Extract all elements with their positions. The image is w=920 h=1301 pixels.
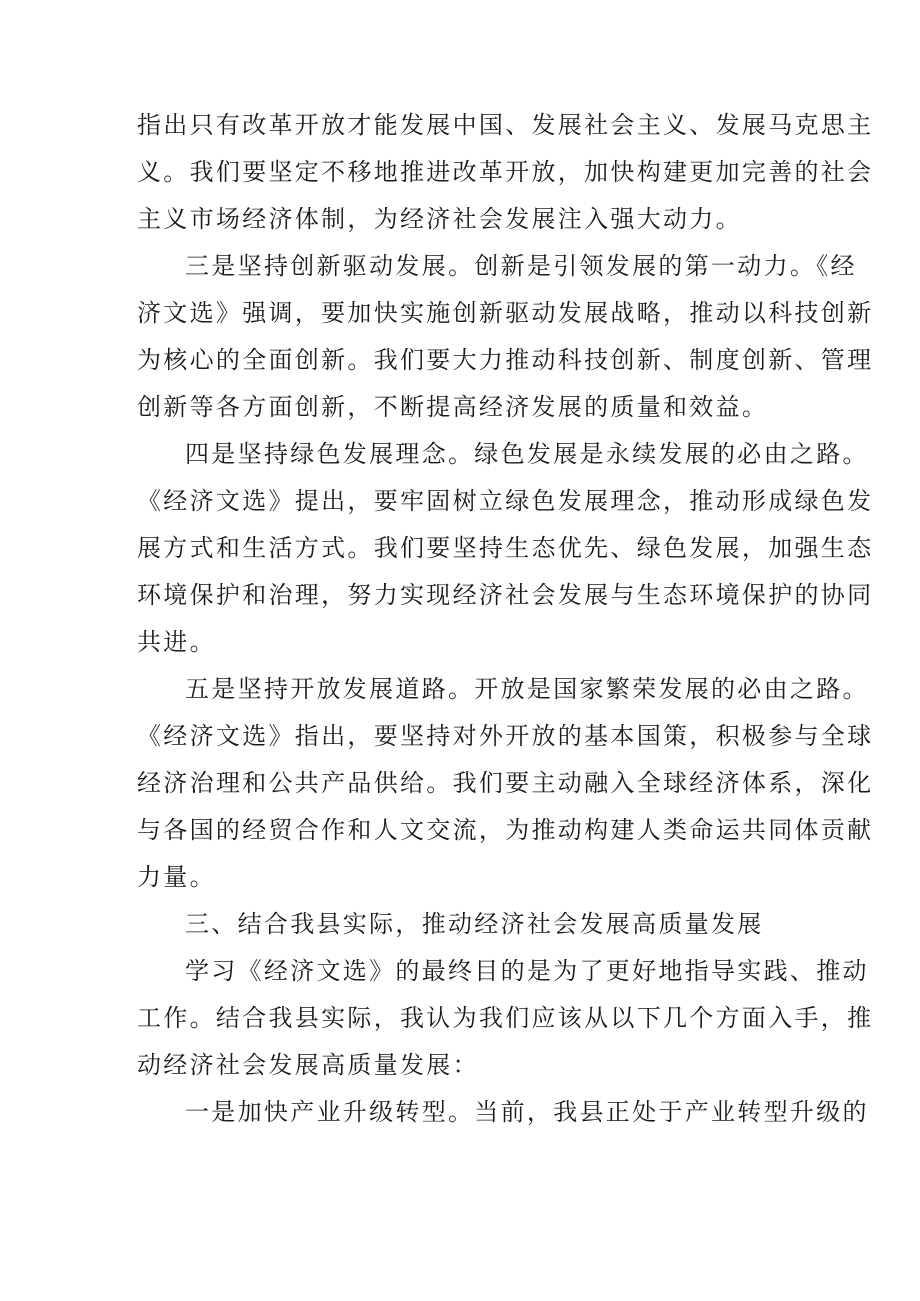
text-line: 力量。 [137, 863, 216, 891]
text-line: 展方式和生活方式。我们要坚持生态优先、绿色发展，加强生态 [137, 534, 874, 562]
text-line: 共进。 [137, 628, 216, 656]
body-text [137, 102, 874, 1136]
text-line: 工作。结合我县实际，我认为我们应该从以下几个方面入手，推 [137, 1004, 874, 1032]
text-line: 义。我们要坚定不移地推进改革开放，加快构建更加完善的社会 [137, 158, 874, 186]
text-line: 《经济文选》指出，要坚持对外开放的基本国策，积极参与全球 [137, 722, 874, 750]
paragraph-start-line: 一是加快产业升级转型。当前，我县正处于产业转型升级的 [185, 1098, 869, 1126]
text-line: 环境保护和治理，努力实现经济社会发展与生态环境保护的协同 [137, 581, 874, 609]
paragraph-start-line: 五是坚持开放发展道路。开放是国家繁荣发展的必由之路。 [185, 675, 869, 703]
text-line: 济文选》强调，要加快实施创新驱动发展战略，推动以科技创新 [137, 299, 874, 327]
section-heading: 三、结合我县实际，推动经济社会发展高质量发展 [185, 910, 764, 938]
text-line: 指出只有改革开放才能发展中国、发展社会主义、发展马克思主 [137, 111, 874, 139]
text-line: 动经济社会发展高质量发展： [137, 1051, 479, 1079]
text-line: 主义市场经济体制，为经济社会发展注入强大动力。 [137, 205, 742, 233]
text-line: 与各国的经贸合作和人文交流，为推动构建人类命运共同体贡献 [137, 816, 874, 844]
text-line: 为核心的全面创新。我们要大力推动科技创新、制度创新、管理 [137, 346, 874, 374]
text-line: 经济治理和公共产品供给。我们要主动融入全球经济体系，深化 [137, 769, 874, 797]
paragraph-start-line: 三是坚持创新驱动发展。创新是引领发展的第一动力。《经 [185, 252, 857, 280]
paragraph-start-line: 学习《经济文选》的最终目的是为了更好地指导实践、推动 [185, 957, 869, 985]
paragraph-start-line: 四是坚持绿色发展理念。绿色发展是永续发展的必由之路。 [185, 440, 869, 468]
text-line: 《经济文选》提出，要牢固树立绿色发展理念，推动形成绿色发 [137, 487, 874, 515]
text-line: 创新等各方面创新，不断提高经济发展的质量和效益。 [137, 393, 769, 421]
